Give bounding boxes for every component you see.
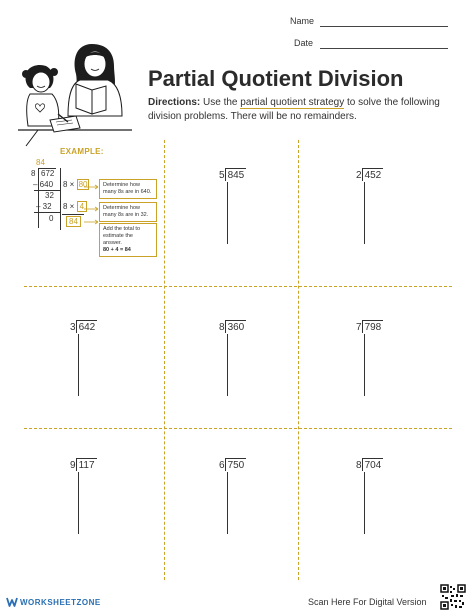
problem-3-work-line	[78, 334, 79, 396]
problem-2-work-line	[364, 182, 365, 244]
grid-divider-h1	[24, 286, 452, 287]
example-sum-rule	[62, 214, 84, 215]
problem-1-work-line	[227, 182, 228, 244]
directions-text-after: to solve the following division problems. There will be no remainders.	[148, 97, 440, 122]
mother-child-reading-illustration	[14, 38, 142, 148]
problem-5: 7 798	[356, 322, 382, 333]
date-field[interactable]	[320, 48, 448, 49]
example-divisor: 8	[31, 169, 36, 178]
scan-text: Scan Here For Digital Version	[308, 597, 427, 607]
example-quotient: 84	[36, 158, 45, 167]
grid-divider-h2	[24, 428, 452, 429]
problem-2: 2 452	[356, 170, 382, 181]
example-step1-subtract: – 640	[33, 180, 54, 189]
problem-7-work-line	[227, 472, 228, 534]
example-step2-multiplier: 8 × 4	[63, 202, 87, 211]
grid-divider-v1	[164, 140, 165, 580]
problem-6: 9 117	[70, 460, 95, 471]
strategy-term: partial quotient strategy	[240, 97, 345, 108]
problem-7: 6 750	[219, 460, 245, 471]
example-step2-subtract: – 32	[36, 202, 52, 211]
worksheetzone-logo: WORKSHEETZONE	[20, 598, 101, 607]
grid-divider-v2	[298, 140, 299, 580]
example-note-3: Add the total to estimate the answer. 80 + 4 = 84	[99, 223, 157, 257]
qr-code[interactable]	[440, 584, 466, 610]
example-work-column-line	[60, 168, 61, 230]
example-step1-remainder: 32	[45, 191, 54, 200]
problem-1: 5 845	[219, 170, 245, 181]
problem-4-work-line	[227, 334, 228, 396]
example-note-1: Determine how many 8s are in 640.	[99, 179, 157, 199]
page-title: Partial Quotient Division	[148, 66, 404, 91]
example-final-remainder: 0	[49, 214, 54, 223]
example-sum-value: 84	[66, 216, 81, 227]
example-note-2: Determine how many 8s are in 32.	[99, 202, 157, 222]
date-label: Date	[294, 38, 314, 48]
example-division-bar-vertical	[38, 168, 39, 228]
problem-6-work-line	[78, 472, 79, 534]
problem-8-work-line	[364, 472, 365, 534]
name-field[interactable]	[320, 26, 448, 27]
problem-4: 8 360	[219, 322, 245, 333]
example-label: EXAMPLE:	[60, 147, 104, 156]
worksheetzone-logo-icon	[6, 596, 18, 608]
example-step2-rule	[34, 212, 60, 213]
directions-text-before: Use the	[203, 97, 238, 108]
name-label: Name	[290, 16, 315, 26]
problem-3: 3 642	[70, 322, 96, 333]
example-step1-multiplier: 8 × 80	[63, 180, 88, 189]
directions-label: Directions:	[148, 97, 201, 108]
problem-8: 8 704	[356, 460, 382, 471]
problem-5-work-line	[364, 334, 365, 396]
example-dividend: 672	[41, 169, 55, 178]
directions	[148, 96, 448, 124]
